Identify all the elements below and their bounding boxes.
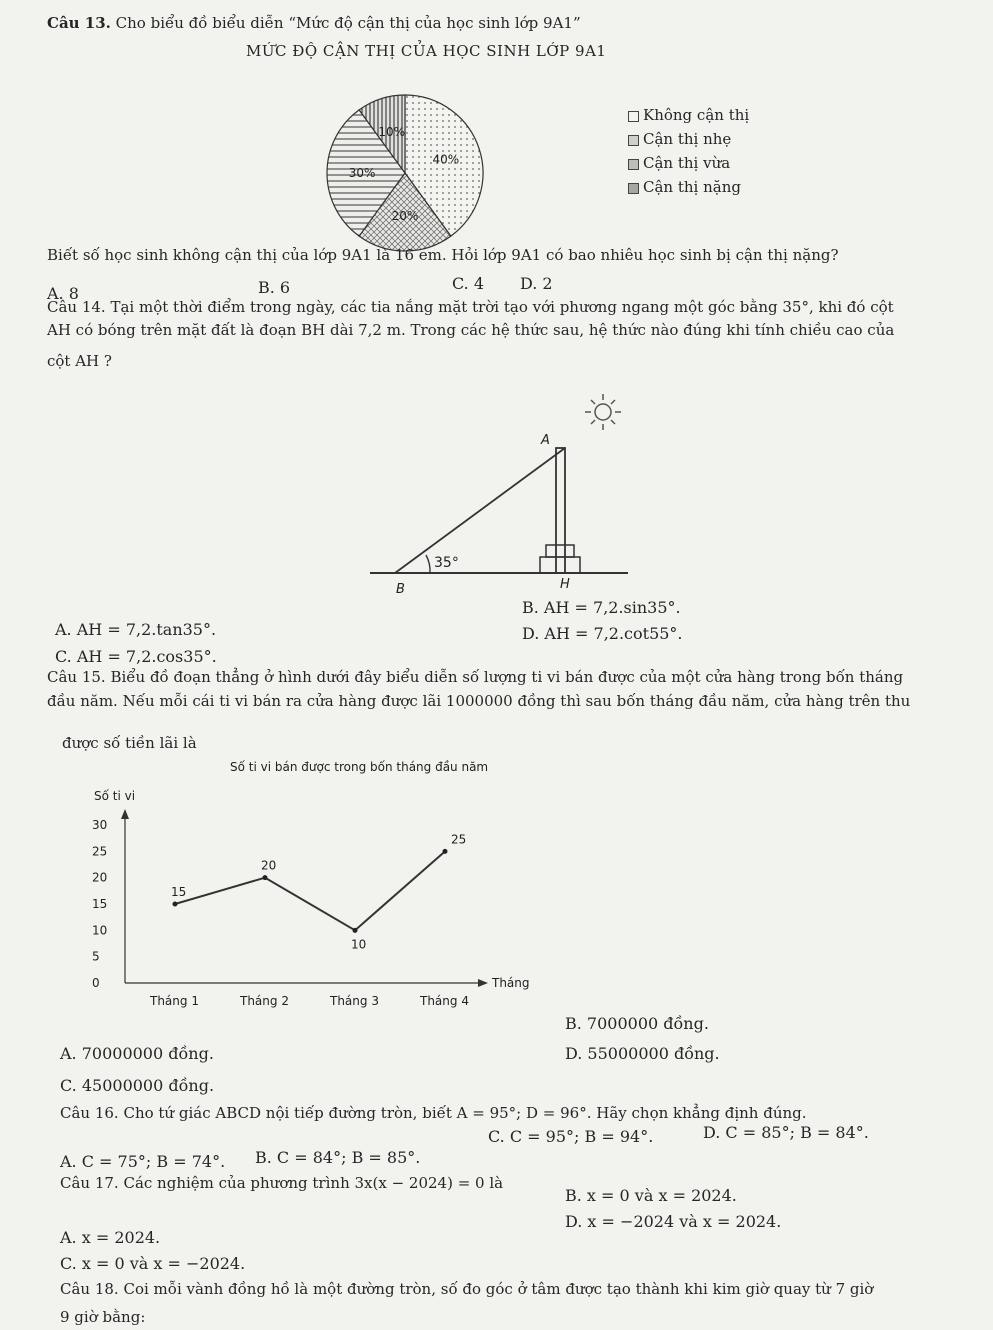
- q17-text: Câu 17. Các nghiệm của phương trình 3x(x − 2024) = 0 là: [60, 1174, 504, 1192]
- q15-option-c[interactable]: C. 45000000 đồng.: [60, 1076, 215, 1095]
- q16-option-a[interactable]: A. C = 75°; B = 74°.: [60, 1152, 226, 1171]
- data-label: 10: [351, 937, 367, 952]
- q17-option-d[interactable]: D. x = −2024 và x = 2024.: [565, 1212, 782, 1231]
- line-chart-title: Số ti vi bán được trong bốn tháng đầu năm: [230, 760, 489, 774]
- q15-option-d[interactable]: D. 55000000 đồng.: [565, 1044, 720, 1063]
- x-tick-label: Tháng 4: [420, 994, 469, 1008]
- legend-label: Cận thị nhẹ: [643, 130, 732, 148]
- data-point: [263, 875, 268, 880]
- sun-ray-line: [395, 448, 565, 573]
- x-tick-label: Tháng 2: [240, 994, 289, 1008]
- legend-item-severe: [628, 178, 749, 196]
- pie-slice-label: 30%: [348, 166, 376, 180]
- data-label: 20: [261, 858, 277, 873]
- pie-legend: [628, 106, 749, 196]
- q17-option-a[interactable]: A. x = 2024.: [60, 1228, 161, 1247]
- pole-shadow-figure: [360, 390, 640, 600]
- y-tick-label: 30: [92, 818, 108, 832]
- q14-line-2: AH có bóng trên mặt đất là đoạn BH dài 7,2 m. Trong các hệ thức sau, hệ thức nào đúng khi tính chiều cao của: [47, 321, 895, 339]
- q15-line-2: đầu năm. Nếu mỗi cái ti vi bán ra cửa hàng được lãi 1000000 đồng thì sau bốn tháng đầu năm, cửa hàng trên thu: [47, 692, 911, 710]
- point-b-label: B: [396, 582, 405, 597]
- x-axis-label: Tháng: [492, 976, 530, 990]
- sun-icon: [585, 394, 621, 430]
- x-axis-arrow: [478, 979, 488, 987]
- pole-base: [546, 545, 574, 557]
- q15-line-1: Câu 15. Biểu đồ đoạn thẳng ở hình dưới đây biểu diễn số lượng ti vi bán được của một cửa hàng trong bốn tháng: [47, 668, 904, 686]
- q14-option-c[interactable]: C. AH = 7,2.cos35°.: [55, 647, 217, 666]
- pie-slice-label: 40%: [432, 152, 460, 167]
- q16-option-d[interactable]: D. C = 85°; B = 84°.: [703, 1123, 869, 1142]
- q13-option-c[interactable]: C. 4: [452, 274, 485, 293]
- legend-swatch: [628, 159, 639, 170]
- data-point: [173, 902, 178, 907]
- q16-text: Câu 16. Cho tứ giác ABCD nội tiếp đường tròn, biết A = 95°; D = 96°. Hãy chọn khẳng định đúng.: [60, 1104, 807, 1122]
- y-axis-arrow: [121, 809, 129, 819]
- angle-label: 35°: [434, 555, 459, 571]
- series-line: [175, 851, 445, 930]
- angle-arc: [426, 555, 430, 573]
- data-label: 25: [451, 832, 467, 847]
- y-axis-label: Số ti vi: [94, 789, 136, 803]
- q14-option-a[interactable]: A. AH = 7,2.tan35°.: [55, 620, 217, 639]
- y-tick-label: 15: [92, 897, 108, 911]
- q14-line-1: Câu 14. Tại một thời điểm trong ngày, các tia nắng mặt trời tạo với phương ngang một góc bằng 35°, khi đó cột: [47, 298, 894, 316]
- q16-option-b[interactable]: B. C = 84°; B = 85°.: [255, 1148, 421, 1167]
- q13-text: Cho biểu đồ biểu diễn “Mức độ cận thị của học sinh lớp 9A1”: [115, 14, 581, 32]
- legend-item-none: [628, 106, 749, 124]
- data-point: [443, 849, 448, 854]
- q14-option-d[interactable]: D. AH = 7,2.cot55°.: [522, 624, 683, 643]
- q15-option-b[interactable]: B. 7000000 đồng.: [565, 1014, 709, 1033]
- q13-option-b[interactable]: B. 6: [258, 278, 291, 297]
- q13-question: Biết số học sinh không cận thị của lớp 9A1 là 16 em. Hỏi lớp 9A1 có bao nhiêu học sinh bị cận thị nặng?: [47, 246, 839, 264]
- y-tick-label: 25: [92, 844, 108, 859]
- legend-item-moderate: [628, 154, 749, 172]
- q13-intro: [47, 14, 581, 32]
- legend-label: Cận thị vừa: [643, 154, 731, 172]
- point-a-label: A: [541, 433, 550, 448]
- legend-label: Cận thị nặng: [643, 178, 741, 196]
- x-tick-label: Tháng 3: [330, 994, 379, 1008]
- pole-foot: [540, 557, 580, 573]
- q18-line-1: Câu 18. Coi mỗi vành đồng hồ là một đường tròn, số đo góc ở tâm được tạo thành khi kim giờ quay từ 7 giờ: [60, 1280, 874, 1298]
- line-chart: [80, 755, 540, 1010]
- q15-line-3: được số tiền lãi là: [62, 734, 197, 752]
- legend-swatch: [628, 111, 639, 122]
- legend-swatch: [628, 183, 639, 194]
- data-point: [353, 928, 358, 933]
- q16-option-c[interactable]: C. C = 95°; B = 94°.: [488, 1127, 654, 1146]
- y-tick-label: 0: [92, 976, 100, 990]
- point-h-label: H: [560, 577, 570, 592]
- q14-option-b[interactable]: B. AH = 7,2.sin35°.: [522, 598, 681, 617]
- legend-swatch: [628, 135, 639, 146]
- q13-label: Câu 13.: [47, 14, 111, 32]
- pie-slice-label: 20%: [391, 208, 419, 223]
- y-tick-label: 10: [92, 923, 108, 938]
- legend-item-mild: [628, 130, 749, 148]
- legend-label: Không cận thị: [643, 106, 750, 124]
- pie-chart-title: MỨC ĐỘ CẬN THỊ CỦA HỌC SINH LỚP 9A1: [246, 42, 607, 60]
- data-label: 15: [171, 885, 187, 899]
- q18-line-2: 9 giờ bằng:: [60, 1308, 146, 1326]
- y-tick-label: 20: [92, 870, 108, 885]
- q13-option-a[interactable]: A. 8: [47, 284, 79, 303]
- q17-option-c[interactable]: C. x = 0 và x = −2024.: [60, 1254, 246, 1273]
- q15-option-a[interactable]: A. 70000000 đồng.: [60, 1044, 214, 1063]
- x-tick-label: Tháng 1: [150, 994, 199, 1008]
- pole: [556, 448, 565, 573]
- pie-chart: [320, 88, 490, 258]
- pie-slice-label: 10%: [378, 125, 406, 140]
- y-tick-label: 5: [92, 949, 100, 964]
- q14-line-3: cột AH ?: [47, 352, 112, 370]
- q17-option-b[interactable]: B. x = 0 và x = 2024.: [565, 1186, 737, 1205]
- q13-option-d[interactable]: D. 2: [520, 274, 553, 293]
